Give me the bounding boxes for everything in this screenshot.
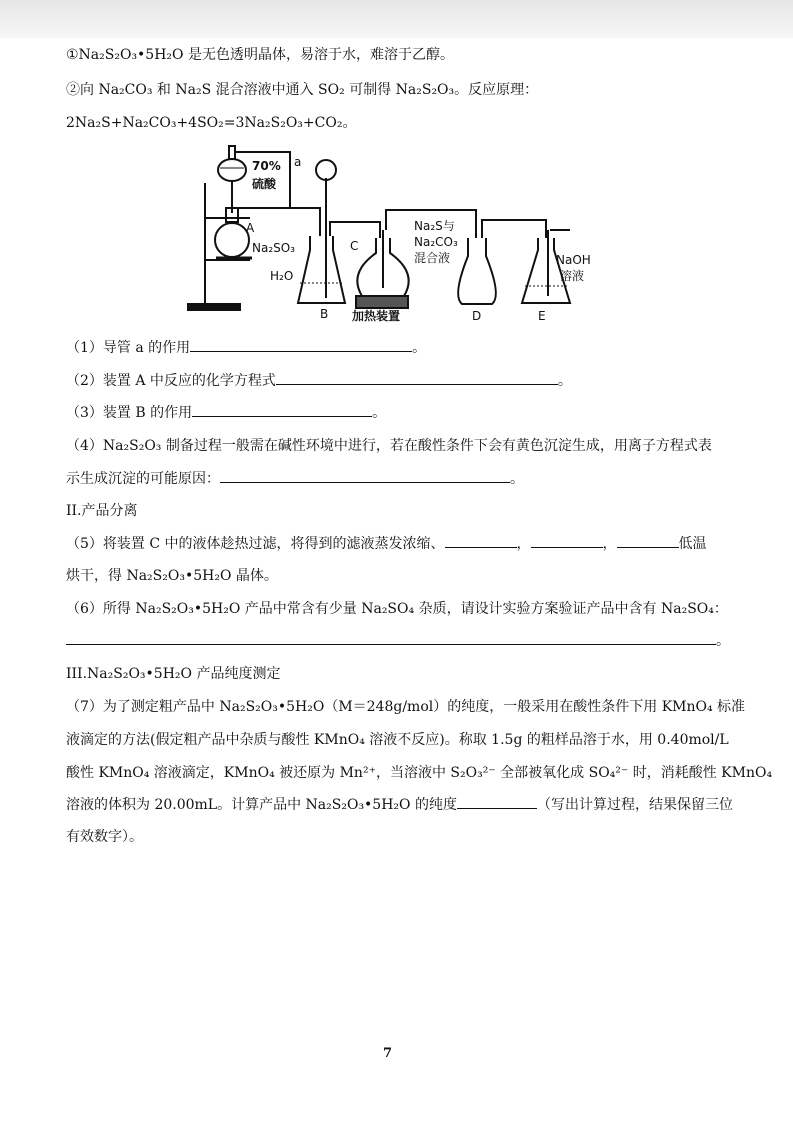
page-number: 7 bbox=[383, 1046, 393, 1061]
answer-blank-5a[interactable] bbox=[445, 533, 517, 548]
question-7-line-1: （7）为了测定粗产品中 Na₂S₂O₃•5H₂O（M＝248g/mol）的纯度，一般采用在酸性条件下用 KMnO₄ 标准 bbox=[66, 699, 746, 715]
answer-blank-5c[interactable] bbox=[617, 533, 679, 548]
answer-blank-2[interactable] bbox=[276, 370, 558, 385]
question-7-line-3: 酸性 KMnO₄ 溶液滴定，KMnO₄ 被还原为 Mn²⁺，当溶液中 S₂O₃²⁻ 全部被氧化成 SO₄²⁻ 时，消耗酸性 KMnO₄ bbox=[66, 765, 773, 781]
answer-blank-4[interactable] bbox=[220, 468, 510, 483]
section-3-heading: III.Na₂S₂O₃•5H₂O 产品纯度测定 bbox=[66, 666, 281, 682]
answer-blank-3[interactable] bbox=[192, 402, 372, 417]
label-C: C bbox=[350, 239, 359, 253]
apparatus-diagram bbox=[180, 138, 620, 328]
note-2: ②向 Na₂CO₃ 和 Na₂S 混合溶液中通入 SO₂ 可制得 Na₂S₂O₃。反应原理： bbox=[66, 82, 539, 98]
label-h2o: H₂O bbox=[270, 269, 294, 283]
question-4-line-2: 示生成沉淀的可能原因： 。 bbox=[66, 468, 524, 488]
label-mix-2: Na₂CO₃ bbox=[414, 235, 458, 249]
question-2: （2）装置 A 中反应的化学方程式 。 bbox=[66, 370, 572, 390]
question-3: （3）装置 B 的作用 。 bbox=[66, 402, 386, 422]
label-acid: 硫酸 bbox=[252, 177, 277, 191]
label-a: a bbox=[294, 155, 302, 169]
label-acid-pct: 70% bbox=[252, 159, 281, 173]
label-mix-1: Na₂S与 bbox=[414, 219, 455, 233]
answer-blank-5b[interactable] bbox=[531, 533, 603, 548]
question-5-line-1: （5）将装置 C 中的液体趁热过滤，将得到的滤液蒸发浓缩、 ， ， 低温 bbox=[66, 533, 707, 553]
note-1: ①Na₂S₂O₃•5H₂O 是无色透明晶体，易溶于水，难溶于乙醇。 bbox=[66, 47, 454, 63]
question-6: （6）所得 Na₂S₂O₃•5H₂O 产品中常含有少量 Na₂SO₄ 杂质，请设计实验方案验证产品中含有 Na₂SO₄： bbox=[66, 601, 728, 617]
label-naoh: NaOH bbox=[556, 253, 591, 267]
label-E: E bbox=[538, 309, 546, 323]
reaction-equation: 2Na₂S+Na₂CO₃+4SO₂=3Na₂S₂O₃+CO₂。 bbox=[66, 115, 357, 131]
label-na2so3: Na₂SO₃ bbox=[252, 241, 296, 255]
question-5-line-2: 烘干，得 Na₂S₂O₃•5H₂O 晶体。 bbox=[66, 568, 278, 584]
label-mix-3: 混合液 bbox=[414, 251, 451, 265]
label-heater: 加热装置 bbox=[352, 309, 401, 323]
label-B: B bbox=[320, 307, 329, 321]
question-4-line-1: （4）Na₂S₂O₃ 制备过程一般需在碱性环境中进行，若在酸性条件下会有黄色沉淀生成，用离子方程式表 bbox=[66, 438, 712, 454]
answer-blank-6[interactable] bbox=[66, 630, 716, 645]
question-7-line-4: 溶液的体积为 20.00mL。计算产品中 Na₂S₂O₃•5H₂O 的纯度 （写出计算过程，结果保留三位 bbox=[66, 794, 733, 814]
question-6-answer: 。 bbox=[66, 630, 730, 650]
question-7-line-2: 液滴定的方法(假定粗产品中杂质与酸性 KMnO₄ 溶液不反应)。称取 1.5g 的粗样品溶于水，用 0.40mol/L bbox=[66, 732, 729, 748]
question-1: （1）导管 a 的作用 。 bbox=[66, 337, 426, 357]
label-solution: 溶液 bbox=[560, 269, 585, 283]
answer-blank-1[interactable] bbox=[190, 337, 412, 352]
question-7-line-5: 有效数字）。 bbox=[66, 829, 143, 845]
scan-top-bar bbox=[0, 0, 793, 38]
label-A: A bbox=[246, 221, 255, 235]
label-D: D bbox=[472, 309, 482, 323]
section-2-heading: II.产品分离 bbox=[66, 503, 138, 519]
answer-blank-7[interactable] bbox=[457, 794, 537, 809]
